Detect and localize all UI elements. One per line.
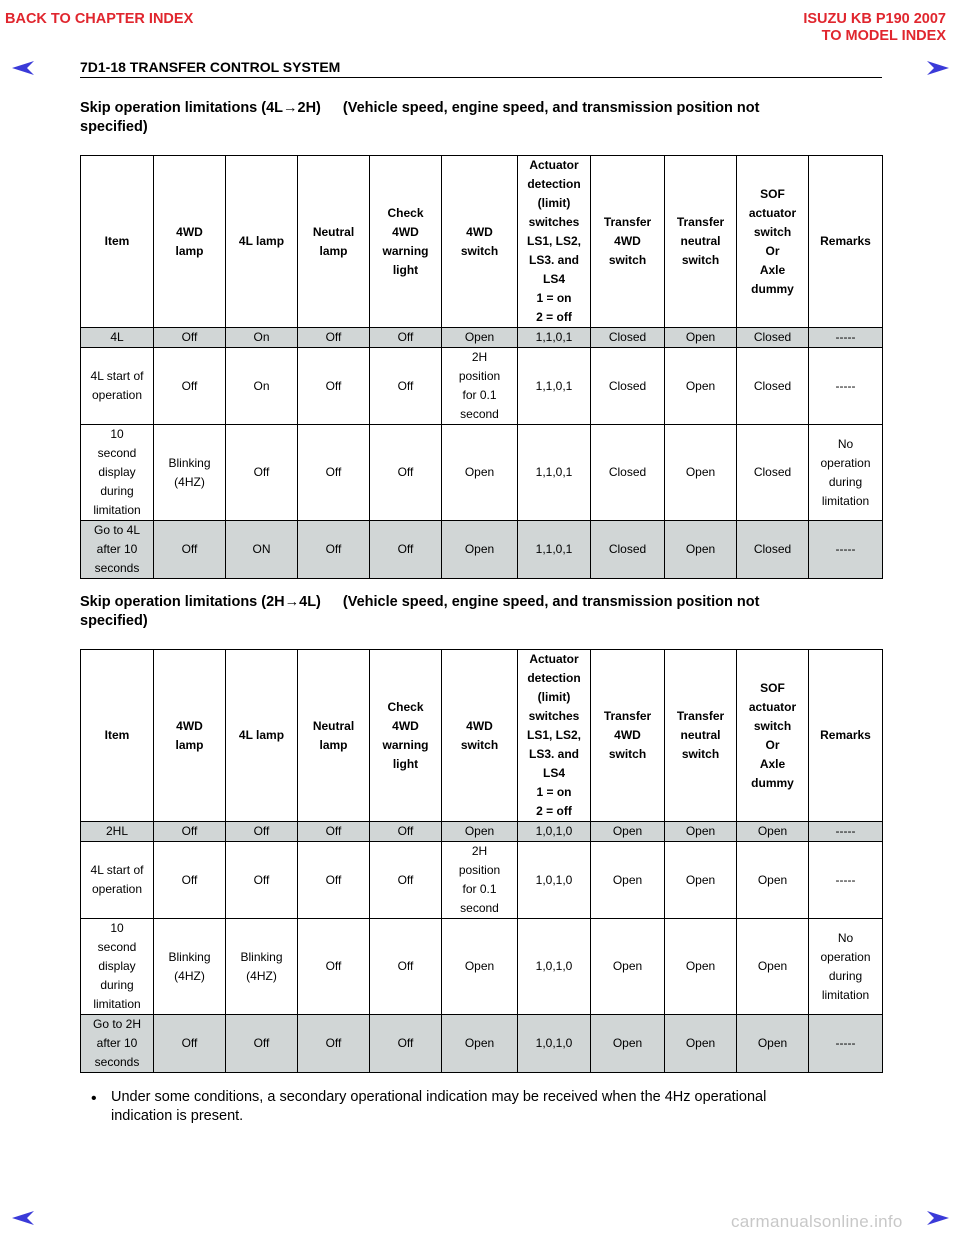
cell-value: Open [612,1036,643,1050]
table-row [81,822,883,842]
cell-value: Off [325,330,342,344]
cell-value: Off [397,872,414,887]
column-header [81,650,154,822]
cell-value: Open [464,824,495,838]
table-cell [226,425,298,521]
column-header [442,156,518,328]
cell-value: Closed [608,465,647,479]
header-divider [80,77,882,78]
table-cell [665,425,737,521]
table-row [81,1015,883,1073]
cell-value: Closed [608,378,647,393]
table-cell [81,842,154,919]
table-cell [442,1015,518,1073]
cell-value: 1,1,0,1 [535,542,573,556]
cell-value: Open [757,959,788,973]
table-cell [665,521,737,579]
column-header-label: 4WD switch [460,718,499,752]
table-cell [809,521,883,579]
cell-value: Open [757,824,788,838]
table-cell [298,521,370,579]
table-cell [226,822,298,842]
column-header [591,156,665,328]
table-cell [809,348,883,425]
column-header [665,156,737,328]
limitations-table-2h-to-4l [80,649,883,1073]
column-header [737,650,809,822]
column-header-label: 4WD lamp [175,224,204,258]
table-cell [809,919,883,1015]
cell-value: Off [397,824,414,838]
cell-value: Open [612,959,643,973]
table-cell [298,328,370,348]
table-cell [591,822,665,842]
column-header-label: Transfer 4WD switch [603,709,652,761]
table-row [81,348,883,425]
table-cell [226,919,298,1015]
cell-value: 4L start of operation [90,863,144,896]
column-header [370,650,442,822]
column-header-label: Transfer neutral switch [676,709,725,761]
table-cell [591,842,665,919]
cell-value: Open [685,330,716,344]
cell-value: ----- [835,1036,856,1050]
table-cell [81,822,154,842]
table-cell [442,328,518,348]
column-header-label: Neutral lamp [312,224,355,258]
table-cell [370,919,442,1015]
table-cell [442,919,518,1015]
column-header-label: Check 4WD warning light [382,699,429,771]
column-header [154,650,226,822]
cell-value: Off [325,542,342,556]
table-row [81,521,883,579]
column-header-label: Remarks [820,234,871,248]
table-cell [298,822,370,842]
cell-value: 4L [110,330,124,344]
column-header [518,650,591,822]
table-cell [154,919,226,1015]
cell-value: Open [757,872,788,887]
section-heading-2h-to-4l [80,593,880,631]
cell-value: 10 second display during limitation [93,427,141,517]
cell-value: 1,0,1,0 [535,959,573,973]
table-row [81,328,883,348]
cell-value: Off [253,872,270,887]
limitations-table-4l-to-2h [80,155,883,579]
cell-value: Open [464,465,495,479]
table-cell [737,919,809,1015]
page-header: 7D1-18 TRANSFER CONTROL SYSTEM [80,59,341,75]
column-header [809,156,883,328]
cell-value: ----- [835,378,856,393]
cell-value: On [253,330,270,344]
table-cell [591,521,665,579]
column-header [518,156,591,328]
column-header-label: SOF actuator switch Or Axle dummy [748,680,797,790]
table-cell [442,425,518,521]
left-arrow-icon[interactable] [11,1210,35,1226]
cell-value: Off [181,824,198,838]
table-cell [226,842,298,919]
watermark: carmanualsonline.info [731,1212,903,1231]
table-cell [737,822,809,842]
cell-value: Open [685,1036,716,1050]
heading-condition: (Vehicle speed, engine speed, and transmission position not [342,594,760,610]
table-cell [298,425,370,521]
table-cell [226,348,298,425]
column-header-label: Transfer neutral switch [676,215,725,267]
table-cell [154,425,226,521]
cell-value: Go to 4L after 10 seconds [93,523,141,575]
column-header-label: 4WD lamp [175,718,204,752]
table-cell [809,822,883,842]
cell-value: Closed [608,330,647,344]
table-cell [442,822,518,842]
column-header [226,156,298,328]
cell-value: 1,1,0,1 [535,465,573,479]
table-cell [81,521,154,579]
cell-value: Off [253,1036,270,1050]
model-name-link[interactable]: ISUZU KB P190 2007 [803,11,946,27]
cell-value: Closed [753,465,792,479]
table-cell [665,919,737,1015]
bullet-icon: • [91,1090,97,1107]
cell-value: Off [397,1036,414,1050]
cell-value: 1,0,1,0 [535,872,573,887]
table-cell [518,919,591,1015]
table-row [81,842,883,919]
table-cell [591,1015,665,1073]
cell-value: Closed [753,542,792,556]
cell-value: Blinking (4HZ) [168,949,211,983]
cell-value: Open [464,330,495,344]
cell-value: 1,1,0,1 [535,378,573,393]
cell-value: Off [397,542,414,556]
column-header-label: Remarks [820,728,871,742]
cell-value: 2H position for 0.1 second [458,844,501,915]
cell-value: 1,0,1,0 [535,824,573,838]
table-cell [370,521,442,579]
column-header-label: Check 4WD warning light [382,205,429,277]
table-cell [591,348,665,425]
table-cell [737,328,809,348]
table-cell [154,1015,226,1073]
cell-value: ----- [835,542,856,556]
cell-value: Off [397,378,414,393]
cell-value: Off [181,1036,198,1050]
cell-value: Off [181,542,198,556]
table-cell [518,822,591,842]
table-cell [370,328,442,348]
table-cell [154,842,226,919]
table-cell [665,842,737,919]
column-header-label: 4L lamp [238,728,285,742]
heading-condition-cont: specified) [80,119,148,135]
cell-value: No operation during limitation [820,436,871,508]
column-header [154,156,226,328]
cell-value: Open [685,824,716,838]
cell-value: Open [685,542,716,556]
table-cell [737,348,809,425]
cell-value: Blinking (4HZ) [240,949,283,983]
cell-value: ----- [835,872,856,887]
table-cell [298,1015,370,1073]
table-cell [591,328,665,348]
cell-value: Open [757,1036,788,1050]
table-cell [298,842,370,919]
left-arrow-icon[interactable] [11,60,35,76]
table-cell [737,842,809,919]
table-cell [154,822,226,842]
table-cell [442,521,518,579]
cell-value: Off [325,1036,342,1050]
table-cell [809,425,883,521]
table-cell [370,822,442,842]
heading-title: Skip operation limitations (4L→2H) [80,100,321,116]
column-header-label: 4L lamp [238,234,285,248]
table-cell [518,1015,591,1073]
table-cell [370,1015,442,1073]
cell-value: Open [464,1036,495,1050]
table-cell [737,521,809,579]
column-header [442,650,518,822]
table-row [81,425,883,521]
table-cell [665,822,737,842]
operation-note [80,1088,880,1126]
cell-value: Off [325,872,342,887]
cell-value: ----- [835,330,856,344]
cell-value: Off [181,378,198,393]
table-cell [226,328,298,348]
cell-value: Blinking (4HZ) [168,455,211,489]
cell-value: Off [253,824,270,838]
cell-value: Off [397,330,414,344]
table-row [81,919,883,1015]
cell-value: ON [252,542,271,556]
cell-value: Closed [608,542,647,556]
table-cell [665,348,737,425]
cell-value: Off [397,959,414,973]
table-cell [809,842,883,919]
column-header [665,650,737,822]
cell-value: No operation during limitation [820,930,871,1002]
table-cell [518,842,591,919]
to-model-index-link[interactable]: TO MODEL INDEX [821,28,946,44]
cell-value: Open [685,378,716,393]
table-cell [518,348,591,425]
column-header [298,156,370,328]
header-row [81,156,883,328]
header-row [81,650,883,822]
section-heading-4l-to-2h [80,99,880,137]
cell-value: 10 second display during limitation [93,921,141,1011]
cell-value: Open [464,959,495,973]
heading-condition: (Vehicle speed, engine speed, and transmission position not [342,100,760,116]
cell-value: Closed [753,378,792,393]
cell-value: On [253,378,270,393]
table-cell [370,348,442,425]
table-body [81,156,883,579]
table-cell [81,1015,154,1073]
table-cell [154,521,226,579]
table-cell [81,919,154,1015]
table-cell [518,328,591,348]
table-cell [591,919,665,1015]
column-header-label: Actuator detection (limit) switches LS1, LS2, LS3. and LS4 1 = on 2 = off [526,158,582,324]
table-cell [226,521,298,579]
right-arrow-icon[interactable] [926,60,950,76]
cell-value: Open [464,542,495,556]
column-header-label: 4WD switch [460,224,499,258]
cell-value: Off [181,872,198,887]
column-header-label: Item [104,728,130,742]
column-header [370,156,442,328]
cell-value: Open [685,465,716,479]
table-cell [442,842,518,919]
table-cell [81,328,154,348]
cell-value: 2H position for 0.1 second [458,350,501,421]
note-text: Under some conditions, a secondary operational indication may be received when the 4Hz operational indication is present. [111,1089,767,1124]
column-header [809,650,883,822]
cell-value: Open [685,959,716,973]
column-header [226,650,298,822]
table-cell [665,1015,737,1073]
table-cell [370,425,442,521]
heading-condition-cont: specified) [80,613,148,629]
column-header-label: SOF actuator switch Or Axle dummy [748,186,797,296]
column-header-label: Item [104,234,130,248]
table-cell [518,425,591,521]
cell-value: Off [325,959,342,973]
right-arrow-icon[interactable] [926,1210,950,1226]
cell-value: Go to 2H after 10 seconds [92,1017,142,1069]
table-cell [737,425,809,521]
cell-value: Closed [753,330,792,344]
cell-value: 4L start of operation [90,369,144,402]
table-cell [154,348,226,425]
table-cell [81,425,154,521]
cell-value: ----- [835,824,856,838]
cell-value: Off [253,465,270,479]
cell-value: 1,1,0,1 [535,330,573,344]
table-cell [298,919,370,1015]
table-cell [809,328,883,348]
cell-value: Open [612,872,643,887]
cell-value: Off [181,330,198,344]
table-cell [737,1015,809,1073]
table-cell [226,1015,298,1073]
table-cell [81,348,154,425]
column-header [737,156,809,328]
column-header-label: Neutral lamp [312,718,355,752]
back-to-chapter-index-link[interactable]: BACK TO CHAPTER INDEX [5,11,194,27]
table-cell [591,425,665,521]
table-body [81,650,883,1073]
column-header [591,650,665,822]
column-header [81,156,154,328]
table-cell [809,1015,883,1073]
column-header-label: Transfer 4WD switch [603,215,652,267]
table-cell [154,328,226,348]
column-header [298,650,370,822]
cell-value: Off [325,378,342,393]
cell-value: Off [325,465,342,479]
table-cell [442,348,518,425]
table-cell [518,521,591,579]
table-cell [665,328,737,348]
cell-value: Off [397,465,414,479]
cell-value: 1,0,1,0 [535,1036,573,1050]
cell-value: Open [685,872,716,887]
cell-value: Off [325,824,342,838]
table-cell [370,842,442,919]
table-cell [298,348,370,425]
cell-value: 2HL [105,824,128,838]
column-header-label: Actuator detection (limit) switches LS1, LS2, LS3. and LS4 1 = on 2 = off [526,652,582,818]
cell-value: Open [612,824,643,838]
heading-title: Skip operation limitations (2H→4L) [80,594,321,610]
